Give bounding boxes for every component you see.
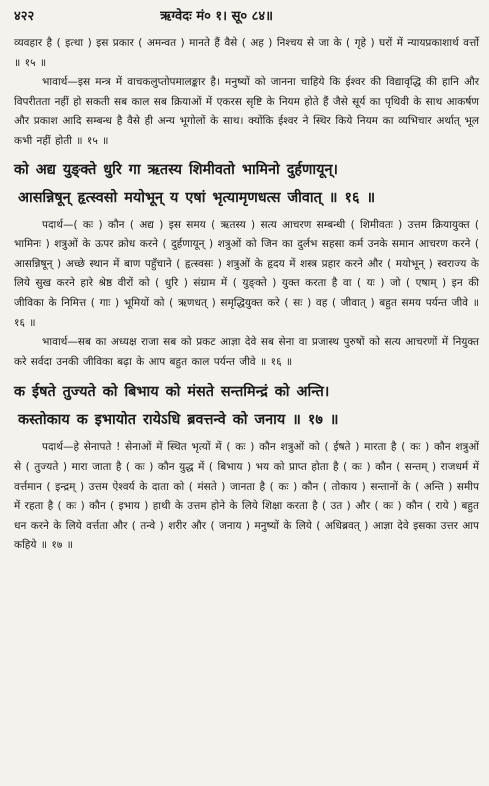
mantra-17-line-1: क ईषते तुज्यते को बिभाय को मंसते सन्तमिन्द्रं को अन्ति।	[14, 384, 330, 401]
padartha-17: पदार्थ—हे सेनापते ! सेनाओं में स्थित भृत्यों में ( कः ) कौन शत्रुओं को ( ईषते ) मारता है ( कः ) कौन शत्रुओं से ( तुज्यते ) मारा जाता है ( कः ) कौन युद्ध में ( बिभाय ) भय को प्राप्त होता है ( कः ) कौन ( सन्तम् ) राजधर्म में वर्त्तमान ( इन्द्रम् ) उत्तम ऐश्वर्य के दाता को ( मंसते ) जानता है ( कः ) कौन ( तोकाय ) सन्तानों के ( अन्ति ) समीप में रहता है ( कः ) कौन ( इभाय ) हाथी के उत्तम होने के लिये शिक्षा करता है ( उत ) और ( कः ) कौन ( राये ) बहुत धन करने के लिये वर्त्तता और ( तन्वे ) शरीर और ( जनाय ) मनुष्यों के लिये ( अधिब्रवत् ) आज्ञा देवे इसका उत्तर आप कहिये ॥ १७ ॥	[14, 441, 479, 552]
padartha-15-continuation: व्यवहार है ( इत्था ) इस प्रकार ( अमन्वत ) मानते हैं वैसे ( अह ) निश्चय से जा के ( गृहे ) घरों में न्यायप्रकाशार्थ वर्त्तो ॥ १५ ॥	[14, 37, 479, 69]
mantra-16-line-2: आसन्निषून् हृत्स्वसो मयोभून् य एषां भृत्यामृणधत्स जीवात् ॥ १६ ॥	[18, 189, 376, 206]
padartha-16: पदार्थ—( कः ) कौन ( अद्य ) इस समय ( ऋतस्य ) सत्य आचरण सम्बन्धी ( शिमीवतः ) उत्तम क्रियायुक्त ( भामिनः ) शत्रुओं के ऊपर क्रोध करने ( दुर्हणायून् ) शत्रुओं को जिन का दुर्लभ सहसा कर्म उनके समान आचरण करने ( आसन्निषून् ) अच्छे स्थान में बाण पहुँचाने ( हृत्स्वसः ) शत्रुओं के हृदय में शस्त्र प्रहार करने और ( मयोभून् ) स्वराज्य के लिये सुख करने हारे श्रेष्ठ वीरों को ( धुरि ) संग्राम में ( युङ्क्ते ) युक्त करता है वा ( यः ) जो ( एषाम् ) इन की जीविका के निमित्त ( गाः ) भूमियों को ( ऋणधत् ) समृद्धियुक्त करे ( सः ) वह ( जीवात् ) बहुत समय पर्यन्त जीवे ॥ १६ ॥	[14, 218, 479, 329]
running-title: ऋग्वेदः मं० १। सू० ८४॥	[160, 9, 273, 24]
bhavartha-16: भावार्थ—सब का अध्यक्ष राजा सब को प्रकट आज्ञा देवे सब सेना वा प्रजास्थ पुरुषों को सत्य आचरणों में नियुक्त करे सर्वदा उनकी जीविका बढ़ा के आप बहुत काल पर्यन्त जीवे ॥ १६ ॥	[14, 336, 479, 368]
mantra-17-line-2: कस्तोकाय क इभायोत रायेऽधि ब्रवत्तन्वे को जनाय ॥ १७ ॥	[18, 412, 339, 429]
bhavartha-15: भावार्थ—इस मन्त्र में वाचकलुप्तोपमालङ्कार है। मनुष्यों को जानना चाहिये कि ईश्वर की विद्यावृद्धि की हानि और विपरीतता नहीं हो सकती सब काल सब क्रियाओं में एकरस सृष्टि के नियम होते हैं जैसे सूर्य का पृथिवी के साथ आकर्षण और प्रकाश आदि सम्बन्ध है वैसे ही अन्य भूगोलों के साथ। क्योंकि ईश्वर ने स्थिर किये नियम का व्यभिचार अर्थात् भूल कभी नहीं होती ॥ १५ ॥	[14, 76, 479, 147]
mantra-17	[14, 378, 479, 434]
mantra-16-line-1: को अद्य युङ्क्ते धुरि गा ऋतस्य शिमीवतो भामिनो दुर्हणायून्।	[14, 161, 338, 178]
page-header	[14, 0, 479, 34]
page-number: ४२२	[14, 9, 35, 24]
mantra-16	[14, 156, 479, 212]
